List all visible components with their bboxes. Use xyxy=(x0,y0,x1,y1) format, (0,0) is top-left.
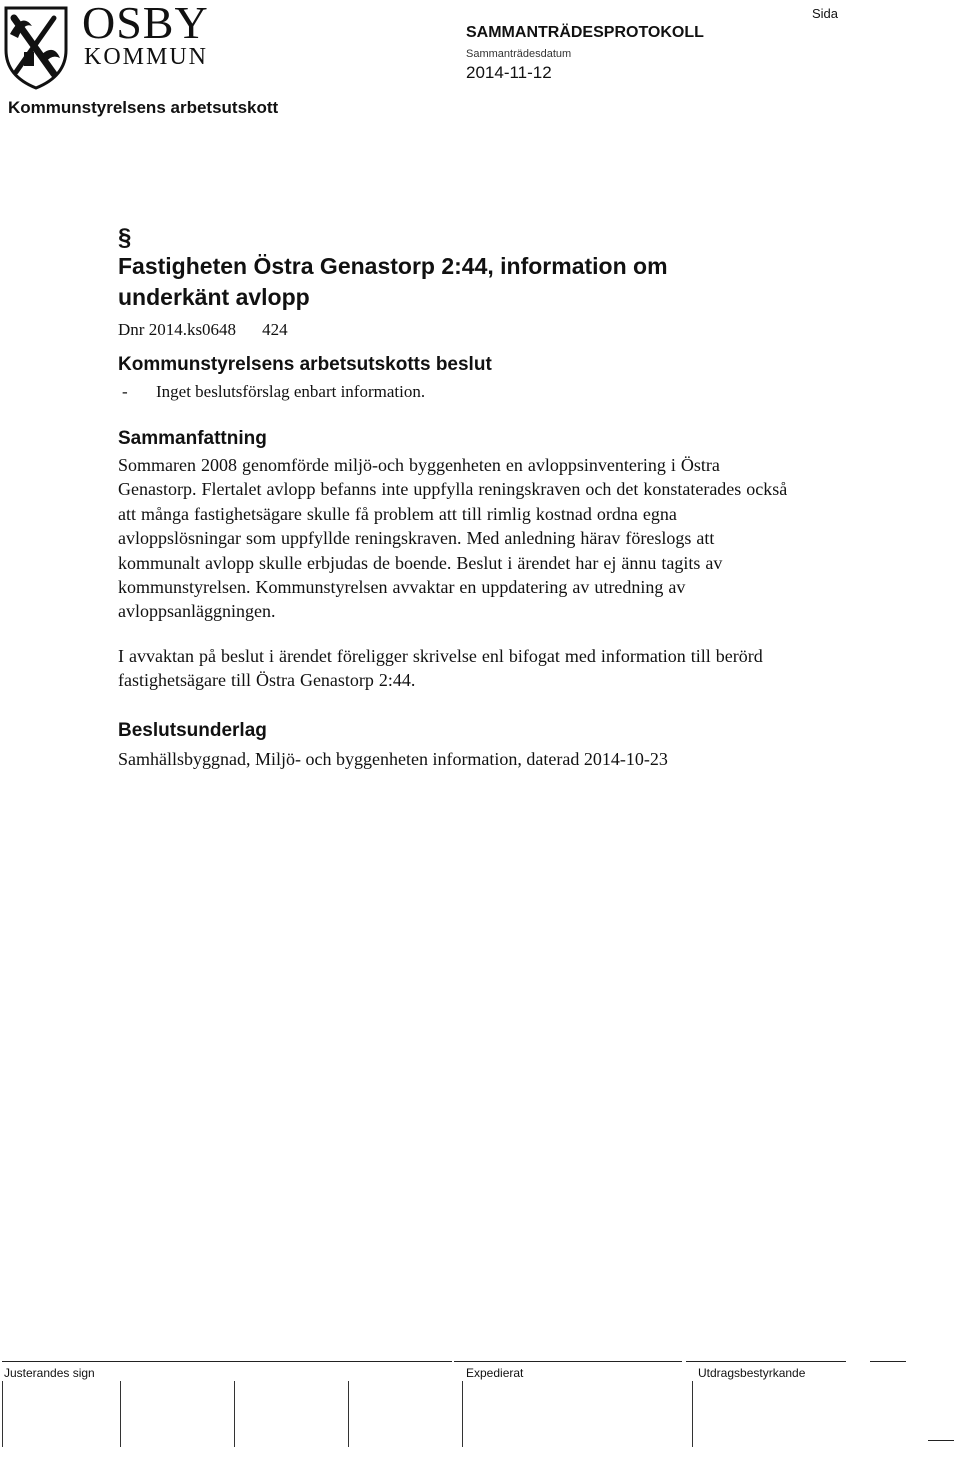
signature-box-divider xyxy=(348,1381,349,1447)
document-type: SAMMANTRÄDESPROTOKOLL xyxy=(466,24,704,41)
dnr-code: 424 xyxy=(262,320,288,339)
municipality-name: OSBY xyxy=(82,0,209,48)
agenda-item xyxy=(118,225,798,771)
decision-text: Inget beslutsförslag enbart information. xyxy=(156,382,426,401)
meeting-date: 2014-11-12 xyxy=(466,63,552,82)
justerandes-sign-label: Justerandes sign xyxy=(4,1366,95,1380)
section-sign: § xyxy=(118,224,132,251)
basis-heading: Beslutsunderlag xyxy=(118,719,267,741)
utdragsbestyrkande-label: Utdragsbestyrkande xyxy=(698,1366,806,1380)
summary-paragraph-2: I avvaktan på beslut i ärendet föreligger skrivelse enl bifogat med information till berörd fastighetsägare till Östra Genastorp 2:44. xyxy=(118,645,763,691)
signature-box-divider xyxy=(234,1381,235,1447)
signature-box-divider xyxy=(692,1381,693,1447)
corner-mark xyxy=(928,1440,954,1441)
signature-box-divider xyxy=(2,1381,3,1447)
osby-coat-of-arms-icon xyxy=(2,4,70,90)
decision-heading: Kommunstyrelsens arbetsutskotts beslut xyxy=(118,354,492,375)
signature-box-divider xyxy=(462,1381,463,1447)
basis-text: Samhällsbyggnad, Miljö- och byggenheten information, daterad 2014-10-23 xyxy=(118,748,668,769)
decision-bullet xyxy=(118,381,798,403)
footer-divider-end xyxy=(870,1361,906,1362)
bullet-marker: - xyxy=(122,382,128,401)
page-label: Sida xyxy=(812,6,839,21)
summary-paragraph-1: Sommaren 2008 genomförde miljö-och byggenheten en avloppsinventering i Östra Genastorp. Flertalet avlopp befanns inte uppfylla reningskraven och det konstaterades också att många fastighetsägare skulle få problem att till rimlig kostnad ordna egna avloppslösningar som uppfyllde reningskraven. Med anledning härav föreslogs att kommunalt avlopp skulle erbjudas de boende. Beslut i ärendet har ej ännu tagits av kommunstyrelsen. Kommunstyrelsen avvaktar en uppdatering av utredning av avloppsanläggningen. xyxy=(118,455,788,622)
expedierat-label: Expedierat xyxy=(466,1366,524,1380)
item-title-line-1: Fastigheten Östra Genastorp 2:44, information om xyxy=(118,253,668,279)
summary-heading: Sammanfattning xyxy=(118,428,267,449)
item-title-line-2: underkänt avlopp xyxy=(118,284,310,310)
dnr-label: Dnr 2014.ks0648 xyxy=(118,320,237,339)
footer-divider-right xyxy=(686,1361,846,1362)
footer-divider-left xyxy=(2,1361,452,1362)
signature-footer xyxy=(0,1361,960,1451)
item-title xyxy=(118,251,798,313)
meeting-date-label: Sammanträdesdatum xyxy=(466,48,572,60)
footer-divider-middle xyxy=(454,1361,682,1362)
signature-box-divider xyxy=(120,1381,121,1447)
committee-name: Kommunstyrelsens arbetsutskott xyxy=(8,98,279,117)
municipality-subtitle: KOMMUN xyxy=(84,44,209,70)
registration-number xyxy=(118,319,798,341)
